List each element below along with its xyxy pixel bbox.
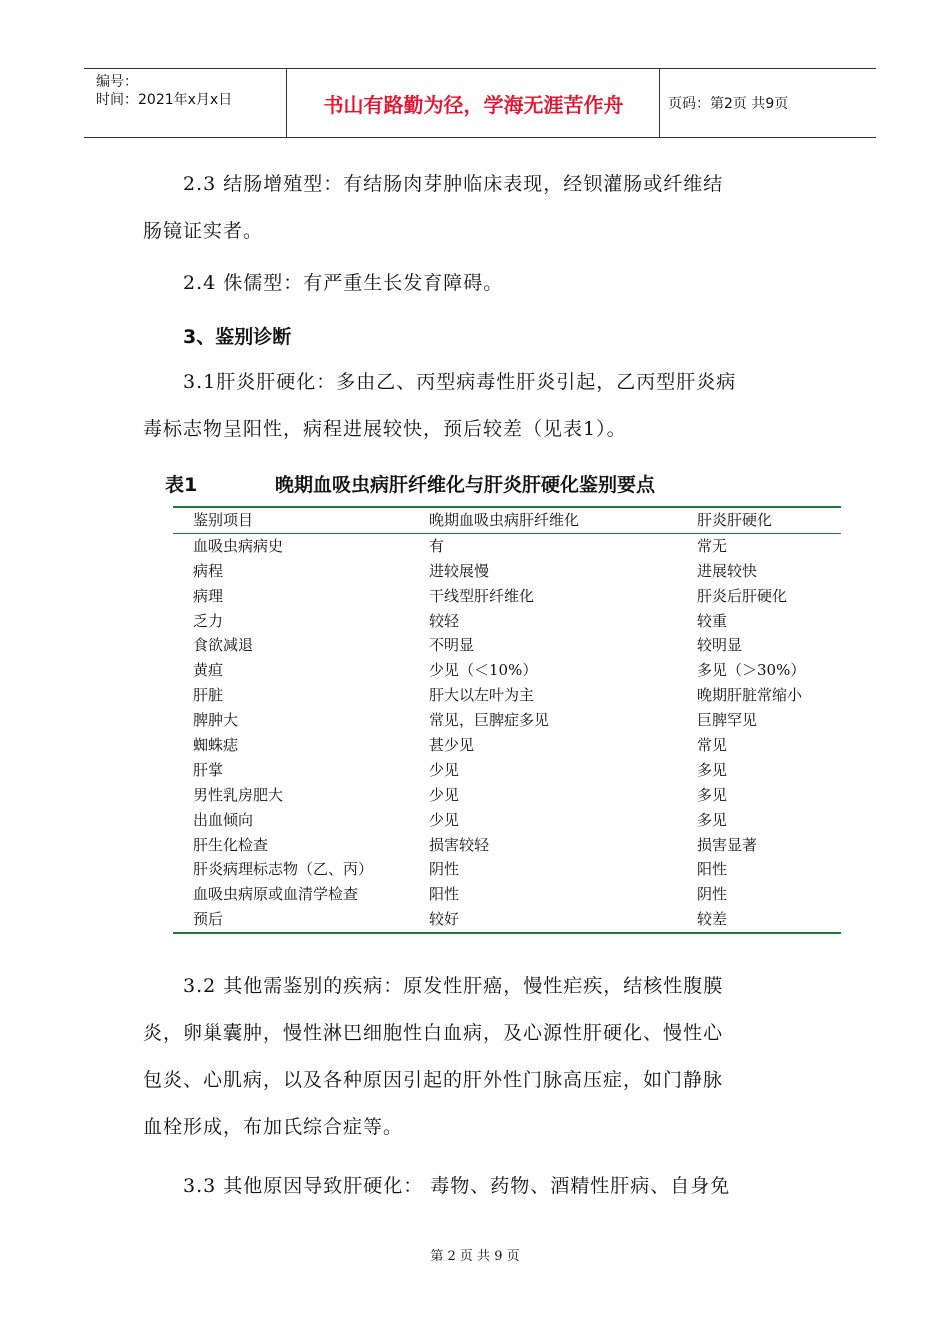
table-header-cell: 鉴别项目 xyxy=(193,511,254,529)
table-cell: 损害显著 xyxy=(697,835,758,854)
page-header xyxy=(84,68,876,138)
paragraph-line: 毒标志物呈阳性，病程进展较快，预后较差（见表1）。 xyxy=(143,418,627,440)
paragraph-3-3 xyxy=(143,1163,813,1210)
table-cell: 病程 xyxy=(193,561,224,580)
table-row xyxy=(173,857,841,882)
table-cell: 较明显 xyxy=(697,636,743,655)
table-cell: 多见 xyxy=(697,785,728,804)
table-cell: 阳性 xyxy=(429,885,460,904)
table-cell: 常无 xyxy=(697,536,728,555)
table-row xyxy=(173,584,841,609)
paragraph-2-4 xyxy=(143,260,813,307)
table-cell: 甚少见 xyxy=(429,736,475,755)
paragraph-line: 血栓形成，布加氏综合症等。 xyxy=(143,1116,404,1138)
table-row xyxy=(173,534,841,559)
table-row xyxy=(173,658,841,683)
table-cell: 乏力 xyxy=(193,611,224,630)
paragraph-line: 炎，卵巢囊肿，慢性淋巴细胞性白血病，及心源性肝硬化、慢性心 xyxy=(143,1022,724,1044)
table-cell: 阴性 xyxy=(429,860,460,879)
table-cell: 有 xyxy=(429,536,445,555)
table-number: 表1 xyxy=(165,474,198,496)
header-page-label: 页码：第2页 共9页 xyxy=(668,96,789,112)
table-cell: 多见 xyxy=(697,810,728,829)
table-cell: 肝炎后肝硬化 xyxy=(697,586,788,605)
table-cell: 阳性 xyxy=(697,860,728,879)
table-cell: 少见 xyxy=(429,785,460,804)
paragraph-line: 包炎、心肌病，以及各种原因引起的肝外性门脉高压症，如门静脉 xyxy=(143,1069,724,1091)
table-row xyxy=(173,758,841,783)
paragraph-line: 肠镜证实者。 xyxy=(143,220,264,242)
table-row xyxy=(173,609,841,634)
table-cell: 少见 xyxy=(429,810,460,829)
table-row xyxy=(173,633,841,658)
header-motto: 书山有路勤为径，学海无涯苦作舟 xyxy=(288,69,660,137)
table-header-cell: 肝炎肝硬化 xyxy=(697,511,773,529)
table-row xyxy=(173,559,841,584)
table-row xyxy=(173,907,841,932)
table-header-cell: 晚期血吸虫病肝纤维化 xyxy=(429,511,580,529)
table-cell: 出血倾向 xyxy=(193,810,254,829)
time-label: 时间：2021年x月x日 xyxy=(96,92,233,108)
table-cell: 常见 xyxy=(697,736,728,755)
table-row xyxy=(173,882,841,907)
table-cell: 男性乳房肥大 xyxy=(193,785,284,804)
table-cell: 血吸虫病病史 xyxy=(193,536,284,555)
table-row xyxy=(173,833,841,858)
table-row xyxy=(173,808,841,833)
table-cell: 病理 xyxy=(193,586,224,605)
table-row xyxy=(173,733,841,758)
table-cell: 常见，巨脾症多见 xyxy=(429,711,550,730)
paragraph-line: 3.3 其他原因导致肝硬化： 毒物、药物、酒精性肝病、自身免 xyxy=(183,1175,731,1197)
table-cell: 肝炎病理标志物（乙、丙） xyxy=(193,860,374,879)
table-cell: 较轻 xyxy=(429,611,460,630)
table-body xyxy=(173,534,841,932)
table-cell: 脾肿大 xyxy=(193,711,239,730)
table-cell: 多见（＞30%） xyxy=(697,661,806,680)
paragraph-line: 2.4 侏儒型：有严重生长发育障碍。 xyxy=(183,272,504,294)
paragraph-3-1 xyxy=(143,359,813,453)
table-cell: 较好 xyxy=(429,910,460,929)
table-bottom-rule xyxy=(173,932,841,934)
table-cell: 少见（＜10%） xyxy=(429,661,538,680)
table-caption xyxy=(165,470,655,497)
table-cell: 预后 xyxy=(193,910,224,929)
table-cell: 不明显 xyxy=(429,636,475,655)
table-header-row xyxy=(173,508,841,533)
comparison-table xyxy=(173,506,841,934)
table-cell: 肝大以左叶为主 xyxy=(429,686,535,705)
paragraph-2-3 xyxy=(143,161,813,255)
table-cell: 食欲减退 xyxy=(193,636,254,655)
paragraph-3-2 xyxy=(143,963,813,1151)
page-footer: 第 2 页 共 9 页 xyxy=(430,1249,520,1264)
table-row xyxy=(173,683,841,708)
table-cell: 肝脏 xyxy=(193,686,224,705)
table-cell: 血吸虫病原或血清学检查 xyxy=(193,885,359,904)
table-cell: 较差 xyxy=(697,910,728,929)
header-meta xyxy=(84,69,287,137)
table-cell: 晚期肝脏常缩小 xyxy=(697,686,803,705)
table-cell: 肝掌 xyxy=(193,760,224,779)
paragraph-line: 2.3 结肠增殖型：有结肠肉芽肿临床表现，经钡灌肠或纤维结 xyxy=(183,173,724,195)
table-cell: 蜘蛛痣 xyxy=(193,736,239,755)
section-heading-3: 3、鉴别诊断 xyxy=(183,326,292,348)
paragraph-line: 3.1肝炎肝硬化：多由乙、丙型病毒性肝炎引起，乙丙型肝炎病 xyxy=(183,371,737,393)
table-cell: 黄疸 xyxy=(193,661,224,680)
table-cell: 进展较快 xyxy=(697,561,758,580)
code-label: 编号： xyxy=(96,74,138,90)
table-row xyxy=(173,708,841,733)
table-cell: 较重 xyxy=(697,611,728,630)
table-cell: 少见 xyxy=(429,760,460,779)
table-cell: 巨脾罕见 xyxy=(697,711,758,730)
table-cell: 阴性 xyxy=(697,885,728,904)
table-title: 晚期血吸虫病肝纤维化与肝炎肝硬化鉴别要点 xyxy=(275,474,656,496)
table-row xyxy=(173,783,841,808)
table-cell: 多见 xyxy=(697,760,728,779)
table-cell: 进较展慢 xyxy=(429,561,490,580)
table-cell: 损害较轻 xyxy=(429,835,490,854)
paragraph-line: 3.2 其他需鉴别的疾病：原发性肝癌，慢性疟疾，结核性腹膜 xyxy=(183,975,724,997)
table-cell: 肝生化检查 xyxy=(193,835,269,854)
table-cell: 干线型肝纤维化 xyxy=(429,586,535,605)
